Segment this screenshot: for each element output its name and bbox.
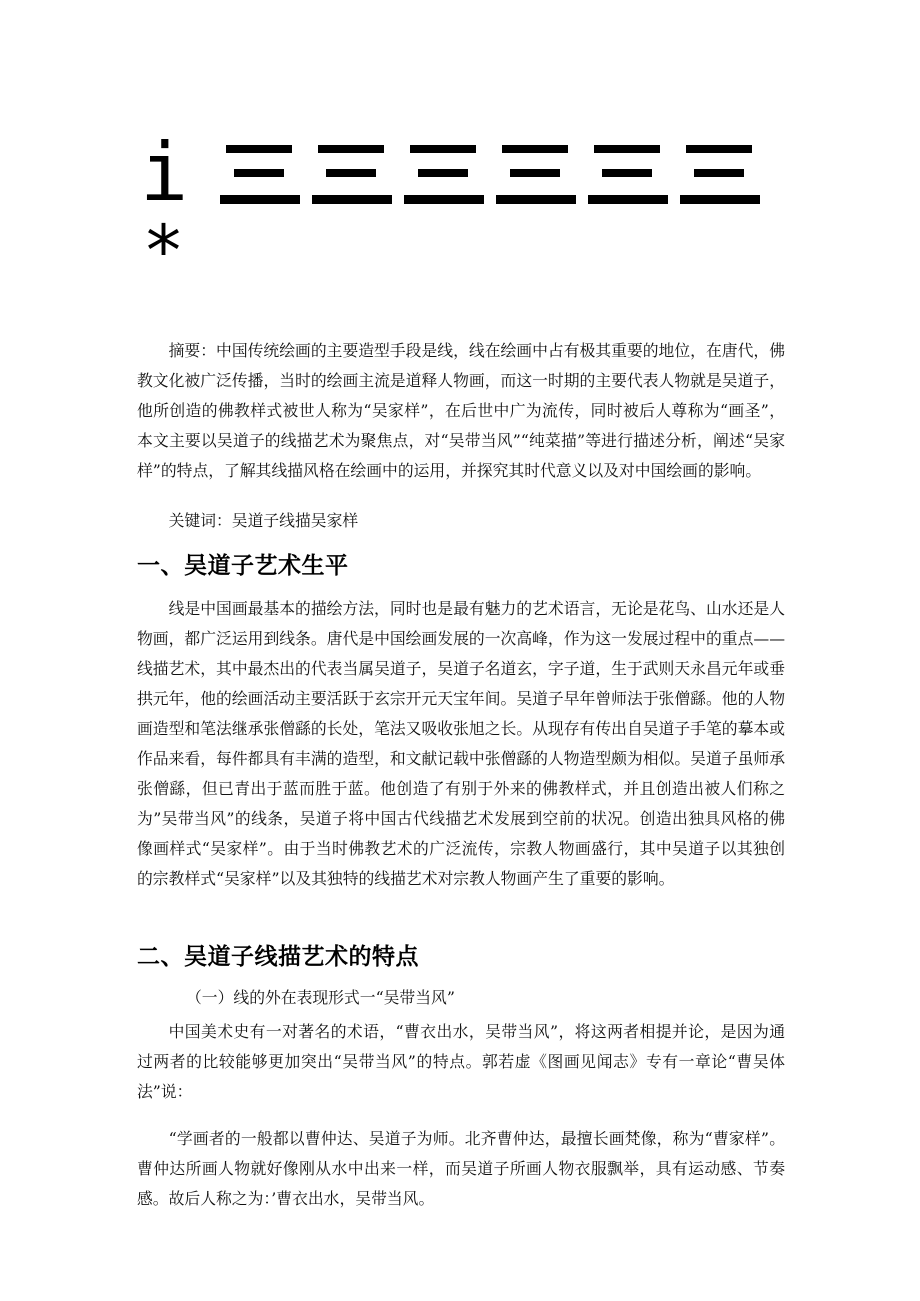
section-1-paragraph: 线是中国画最基本的描绘方法，同时也是最有魅力的艺术语言，无论是花鸟、山水还是人物画，都广泛运用到线条。唐代是中国绘画发展的一次高峰，作为这一发展过程中的重点——线描艺术，其中最杰出的代表当属吴道子，吴道子名道玄，字子道，生于武则天永昌元年或垂拱元年，他的绘画活动主要活跃于玄宗开元天宝年间。吴道子早年曾师法于张僧繇。他的人物画造型和笔法继承张僧繇的长处，笔法又吸收张旭之长。从现存有传出自吴道子手笔的摹本或作品来看，每件都具有丰满的造型，和文献记载中张僧繇的人物造型颇为相似。吴道子虽师承张僧繇，但已青出于蓝而胜于蓝。他创造了有别于外来的佛教样式，并且创造出被人们称之为”吴带当风”的线条，吴道子将中国古代线描艺术发展到空前的状况。创造出独具风格的佛像画样式“吴家样”。由于当时佛教艺术的广泛流传，宗教人物画盛行，其中吴道子以其独创的宗教样式“吴家样”以及其独特的线描艺术对宗教人物画产生了重要的影响。 bbox=[137, 599, 785, 888]
section-2-body bbox=[137, 1017, 785, 1107]
quotation-text: “学画者的一般都以曹仲达、吴道子为师。北齐曹仲达，最擅长画梵像，称为“曹家样”。曹仲达所画人物就好像刚从水中出来一样，而吴道子所画人物衣服飘举，具有运动感、节奏感。故后人称之为：’曹衣出水，吴带当风。 bbox=[137, 1129, 785, 1208]
triple-bar-glyph bbox=[312, 139, 392, 207]
keywords-line bbox=[137, 506, 785, 536]
triple-bar-glyph bbox=[220, 139, 300, 207]
abstract-text: 摘要：中国传统绘画的主要造型手段是线，线在绘画中占有极其重要的地位，在唐代，佛教文化被广泛传播，当时的绘画主流是道释人物画，而这一时期的主要代表人物就是吴道子，他所创造的佛教样式被世人称为“吴家样”，在后世中广为流传，同时被后人尊称为“画圣”，本文主要以吴道子的线描艺术为聚焦点，对“吴带当风”“纯菜描”等进行描述分析，阐述“吴家样”的特点，了解其线描风格在绘画中的运用，并探究其时代意义以及对中国绘画的影响。 bbox=[137, 341, 785, 480]
triple-bar-glyph bbox=[680, 139, 760, 207]
banner-letter: i bbox=[140, 126, 189, 219]
triple-bar-glyph bbox=[496, 139, 576, 207]
banner-star: * bbox=[146, 210, 181, 292]
section-1-body bbox=[137, 594, 785, 894]
title-banner bbox=[140, 126, 780, 292]
triple-bar-glyph bbox=[404, 139, 484, 207]
banner-marks bbox=[220, 139, 772, 207]
section-2-heading: 二、吴道子线描艺术的特点 bbox=[137, 944, 419, 970]
keywords-text: 关键词：吴道子线描吴家样 bbox=[168, 511, 359, 530]
section-2-subheading: （一）线的外在表现形式一“吴带当风” bbox=[186, 988, 455, 1007]
abstract-paragraph bbox=[137, 336, 785, 486]
section-2-paragraph: 中国美术史有一对著名的术语，“曹衣出水，吴带当风”，将这两者相提并论，是因为通过两者的比较能够更加突出“吴带当风”的特点。郭若虚《图画见闻志》专有一章论“曹吴体法”说： bbox=[137, 1022, 785, 1101]
section-1-heading: 一、吴道子艺术生平 bbox=[137, 553, 349, 579]
banner-row bbox=[140, 128, 780, 218]
triple-bar-glyph bbox=[588, 139, 668, 207]
quotation-block bbox=[137, 1124, 785, 1214]
